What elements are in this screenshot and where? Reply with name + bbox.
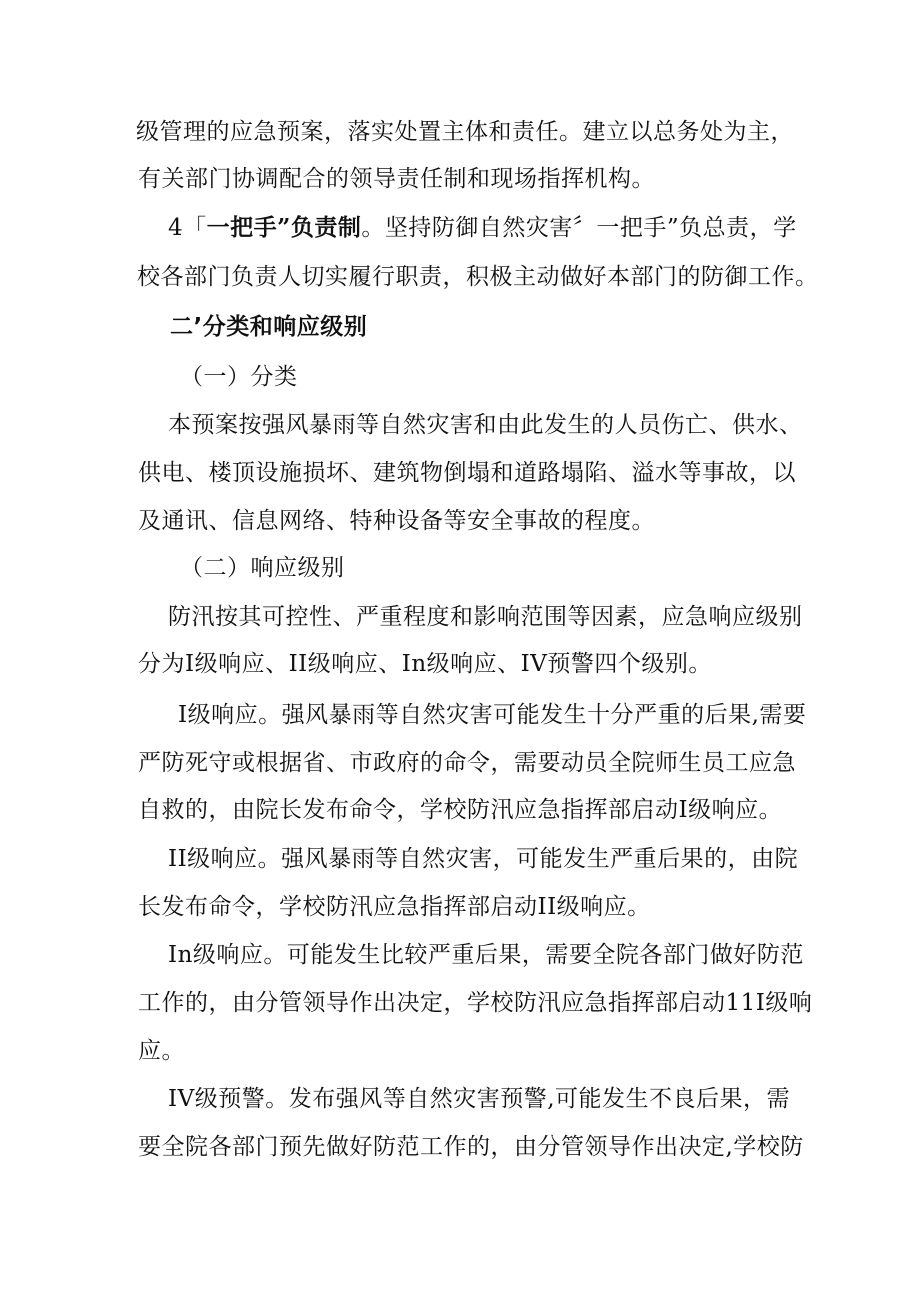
- item-number: 4「: [168, 215, 207, 241]
- subsection-heading: （一）分类: [180, 364, 298, 390]
- subsection-heading: （二）响应级别: [180, 555, 345, 581]
- paragraph-line: 供电、楼顶设施损坏、建筑物倒塌和道路塌陷、溢水等事故，以: [138, 460, 796, 486]
- paragraph-text: 。坚持防御自然灾害〞一把手”负总责，学: [361, 215, 797, 241]
- paragraph-line: In级响应。可能发生比较严重后果，需要全院各部门做好防范: [168, 942, 804, 968]
- paragraph-line: 及通讯、信息网络、特种设备等安全事故的程度。: [138, 508, 655, 534]
- paragraph-line: 分为I级响应、II级响应、In级响应、IV预警四个级别。: [138, 651, 712, 677]
- paragraph-line: IV级预警。发布强风等自然灾害预警,可能发生不良后果，需: [168, 1086, 791, 1112]
- paragraph-line: I级响应。强风暴雨等自然灾害可能发生十分严重的后果,需要: [178, 702, 807, 728]
- paragraph-line: 自救的，由院长发布命令，学校防汛应急指挥部启动I级响应。: [138, 797, 783, 823]
- paragraph-line: 本预案按强风暴雨等自然灾害和由此发生的人员伤亡、供水、: [168, 412, 803, 438]
- paragraph-line: 长发布命令，学校防汛应急指挥部启动II级响应。: [138, 894, 651, 920]
- paragraph-line: II级响应。强风暴雨等自然灾害，可能发生严重后果的，由院: [168, 846, 799, 872]
- paragraph-line: 级管理的应急预案，落实处置主体和责任。建立以总务处为主，: [136, 119, 794, 145]
- paragraph-line: 应。: [138, 1038, 185, 1064]
- paragraph-line: 防汛按其可控性、严重程度和影响范围等因素，应急响应级别: [168, 604, 803, 630]
- paragraph-line: [168, 213, 797, 243]
- section-heading: 二’分类和响应级别: [170, 314, 368, 340]
- paragraph-line: 有关部门协调配合的领导责任制和现场指挥机构。: [138, 166, 655, 192]
- paragraph-line: 校各部门负责人切实履行职责，积极主动做好本部门的防御工作。: [137, 264, 819, 290]
- paragraph-line: 工作的，由分管领导作出决定，学校防汛应急指挥部启动11I级响: [138, 990, 813, 1016]
- paragraph-line: 要全院各部门预先做好防范工作的，由分管领导作出决定,学校防: [138, 1134, 804, 1160]
- paragraph-line: 严防死守或根据省、市政府的命令，需要动员全院师生员工应急: [138, 750, 796, 776]
- bold-title: 一把手”负责制: [206, 214, 362, 241]
